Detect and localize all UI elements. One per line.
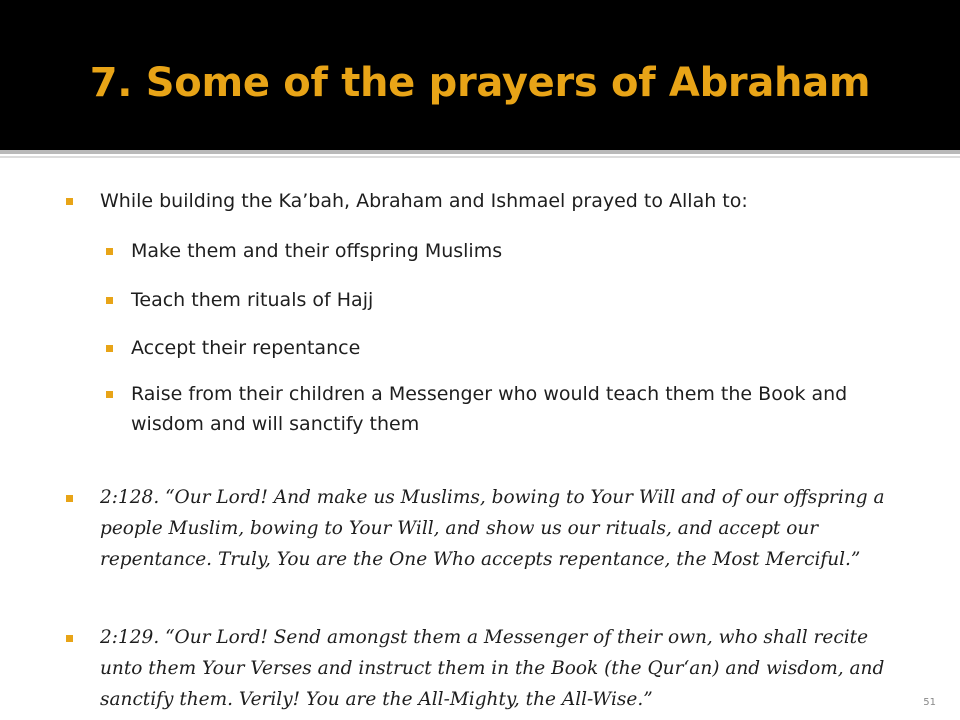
square-bullet-icon — [66, 635, 73, 642]
bullet-intro-text: While building the Ka’bah, Abraham and Ishmael prayed to Allah to: — [100, 190, 748, 212]
page-number: 51 — [923, 697, 936, 708]
square-bullet-icon — [106, 391, 113, 398]
quote-text: 2:128. “Our Lord! And make us Muslims, bowing to Your Will and of our offspring a people Muslim, bowing to Your Will, and show us our rituals, and accept our repentance. Truly, You are the One Who accepts repentance, the Most Merciful.” — [100, 487, 885, 570]
quote-text: 2:129. “Our Lord! Send amongst them a Messenger of their own, who shall recite unto them Your Verses and instruct them in the Book (the Qur‘an) and wisdom, and sanctify them. Verily! You are the All-Mighty, the All-Wise.” — [100, 627, 885, 710]
bullet-quote-2-128 — [100, 482, 910, 575]
square-bullet-icon — [66, 198, 73, 205]
sub-bullet-messenger — [131, 379, 921, 439]
sub-bullet-rituals — [131, 285, 921, 315]
sub-bullet-offspring — [131, 236, 921, 266]
square-bullet-icon — [106, 345, 113, 352]
sub-bullet-text: Raise from their children a Messenger who would teach them the Book and wisdom and will sanctify them — [131, 383, 848, 435]
sub-bullet-text: Teach them rituals of Hajj — [131, 289, 374, 311]
square-bullet-icon — [106, 297, 113, 304]
bullet-intro — [100, 186, 910, 216]
sub-bullet-text: Make them and their offspring Muslims — [131, 240, 503, 262]
square-bullet-icon — [66, 495, 73, 502]
square-bullet-icon — [106, 248, 113, 255]
sub-bullet-repentance — [131, 333, 921, 363]
bullet-quote-2-129 — [100, 622, 910, 715]
sub-bullet-text: Accept their repentance — [131, 337, 361, 359]
slide-title: 7. Some of the prayers of Abraham — [89, 60, 871, 106]
